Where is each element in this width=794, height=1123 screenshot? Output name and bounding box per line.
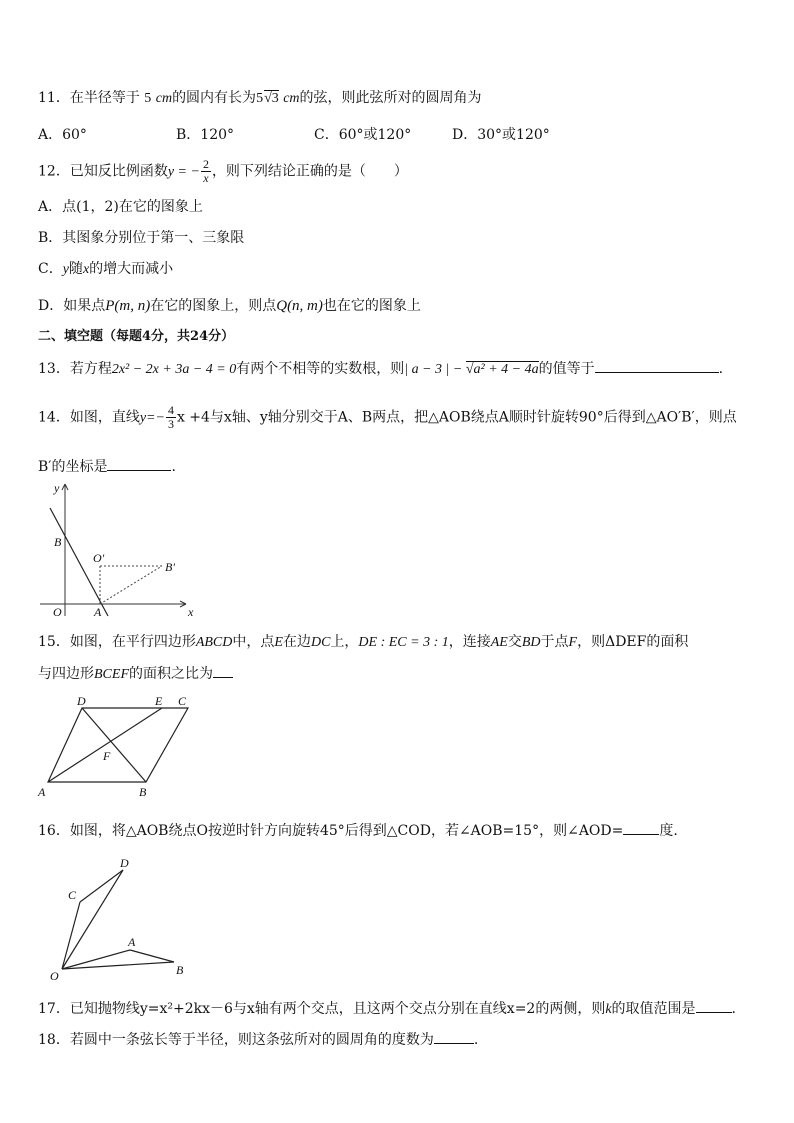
q16-stem: 16．如图，将△AOB绕点O按逆时针方向旋转45°后得到△COD，若∠AOB=15°，则∠AOD= 度. [38, 820, 678, 841]
q11-chord-radical: √3 [264, 91, 279, 106]
parallelogram-abcd [48, 708, 188, 782]
q13-text-a: 若方程 [69, 361, 112, 377]
q11-option-b: B．120° [176, 127, 235, 143]
segment-oc [62, 902, 80, 969]
q11-option-d: D．30°或120° [452, 127, 550, 143]
q12-option-d: D．如果点P(m, n)在它的图象上，则点Q(n, m)也在它的图象上 [38, 298, 421, 314]
q15-answer-blank[interactable] [213, 663, 233, 678]
q12-option-a: A．点(1，2)在它的图象上 [38, 199, 203, 215]
q13-equation: 2x² − 2x + 3a − 4 = 0 [111, 362, 237, 377]
q11-text-c: 的弦，则此弦所对的圆周角为 [299, 90, 482, 106]
label-B: B [176, 963, 184, 977]
q17-stem: 17．已知抛物线y=x²+2kx－6与x轴有两个交点，且这两个交点分别在直线x=2的两侧，则k的取值范围是 . [38, 998, 736, 1020]
label-A: A [38, 785, 46, 799]
q11-stem [38, 88, 482, 109]
q11-option-a: A．60° [38, 127, 87, 143]
q18-stem: 18．若圆中一条弦长等于半径，则这条弦所对的圆周角的度数为 . [38, 1029, 478, 1050]
q11-unit-1: cm [155, 91, 173, 106]
q11-option-c: C．60°或120° [314, 127, 412, 143]
q15-line2: 与四边形BCEF的面积之比为 [38, 663, 233, 685]
q14-text-b: x +4与x轴、y轴分别交于A、B两点，把△AOB绕点A顺时针旋转90°后得到△AO′B′，则点 [176, 409, 737, 426]
label-A: A [94, 605, 102, 618]
q13-number: 13． [38, 361, 70, 377]
q13-expression: | a − 3 | − [404, 362, 466, 377]
q11-number: 11． [38, 90, 70, 106]
label-B: B [139, 785, 147, 799]
q15-stem: 15．如图，在平行四边形ABCD中，点E在边DC上，DE : EC = 3 : 1，连接AE交BD于点F，则ΔDEF的面积 [38, 634, 689, 650]
q14-line2: B′的坐标是 . [38, 456, 176, 477]
q12-text-b: ，则下列结论正确的是（ ） [211, 163, 408, 180]
label-y: y [54, 481, 60, 495]
q16-figure [40, 852, 200, 984]
label-O: O [53, 605, 62, 618]
q12-text-a: 已知反比例函数 [69, 163, 168, 180]
label-E: E [155, 694, 163, 708]
label-x: x [188, 605, 194, 618]
q15-figure [34, 694, 204, 804]
label-O: O [50, 969, 59, 983]
segment-ab1 [100, 566, 162, 604]
segment-ob [62, 962, 174, 969]
q14-fraction: $\frac{4}{3}$ [167, 403, 174, 431]
segment-ab [130, 950, 174, 962]
q12-option-c: C．y随x的增大而减小 [38, 261, 174, 277]
q14-figure [36, 478, 206, 618]
segment-cd [80, 870, 123, 902]
q12-fn-lhs: y = − [167, 164, 200, 180]
q16-answer-blank[interactable] [623, 820, 659, 835]
q11-unit-2: cm [283, 91, 300, 106]
q12-fraction: $\frac{2}{x}$ [202, 157, 209, 185]
q13-radical: √a² + 4 − 4a [465, 362, 539, 377]
q11-text-b: 的圆内有长为 [172, 90, 257, 106]
label-C: C [68, 888, 77, 902]
q11-text-a: 在半径等于 [69, 90, 140, 106]
q12-option-b: B．其图象分别位于第一、三象限 [38, 230, 245, 246]
q18-answer-blank[interactable] [434, 1029, 474, 1044]
q13-answer-blank[interactable] [595, 358, 719, 373]
label-A: A [128, 935, 136, 949]
section-heading-fill-in: 二、填空题（每题4分，共24分） [38, 329, 235, 344]
q12-number: 12． [38, 163, 70, 180]
q13-stem: 13．若方程2x² − 2x + 3a − 4 = 0有两个不相等的实数根，则| a − 3 | − √a² + 4 − 4a的值等于 . [38, 358, 723, 380]
label-B: B [54, 535, 62, 549]
label-F: F [103, 749, 111, 763]
label-B-prime: B′ [165, 560, 175, 574]
q13-text-b: 有两个不相等的实数根，则 [236, 361, 405, 377]
q14-text-a: 如图，直线 [69, 409, 140, 426]
label-O-prime: O′ [93, 551, 105, 565]
q14-answer-blank[interactable] [107, 456, 171, 471]
segment-bd [82, 708, 146, 782]
label-D: D [120, 856, 129, 870]
q12-stem [38, 158, 408, 185]
label-D: D [77, 694, 86, 708]
q17-answer-blank[interactable] [696, 998, 732, 1013]
q14-stem: 14．如图，直线y=− $\frac{4}{3}$ x +4与x轴、y轴分别交于A、B两点，把△AOB绕点A顺时针旋转90°后得到△AO′B′，则点 [38, 403, 737, 431]
q11-radius: 5 [144, 91, 152, 106]
q13-text-c: 的值等于 [538, 361, 595, 377]
label-C: C [178, 694, 187, 708]
q11-chord-coef: 5 [256, 91, 264, 106]
q14-number: 14． [38, 409, 70, 426]
